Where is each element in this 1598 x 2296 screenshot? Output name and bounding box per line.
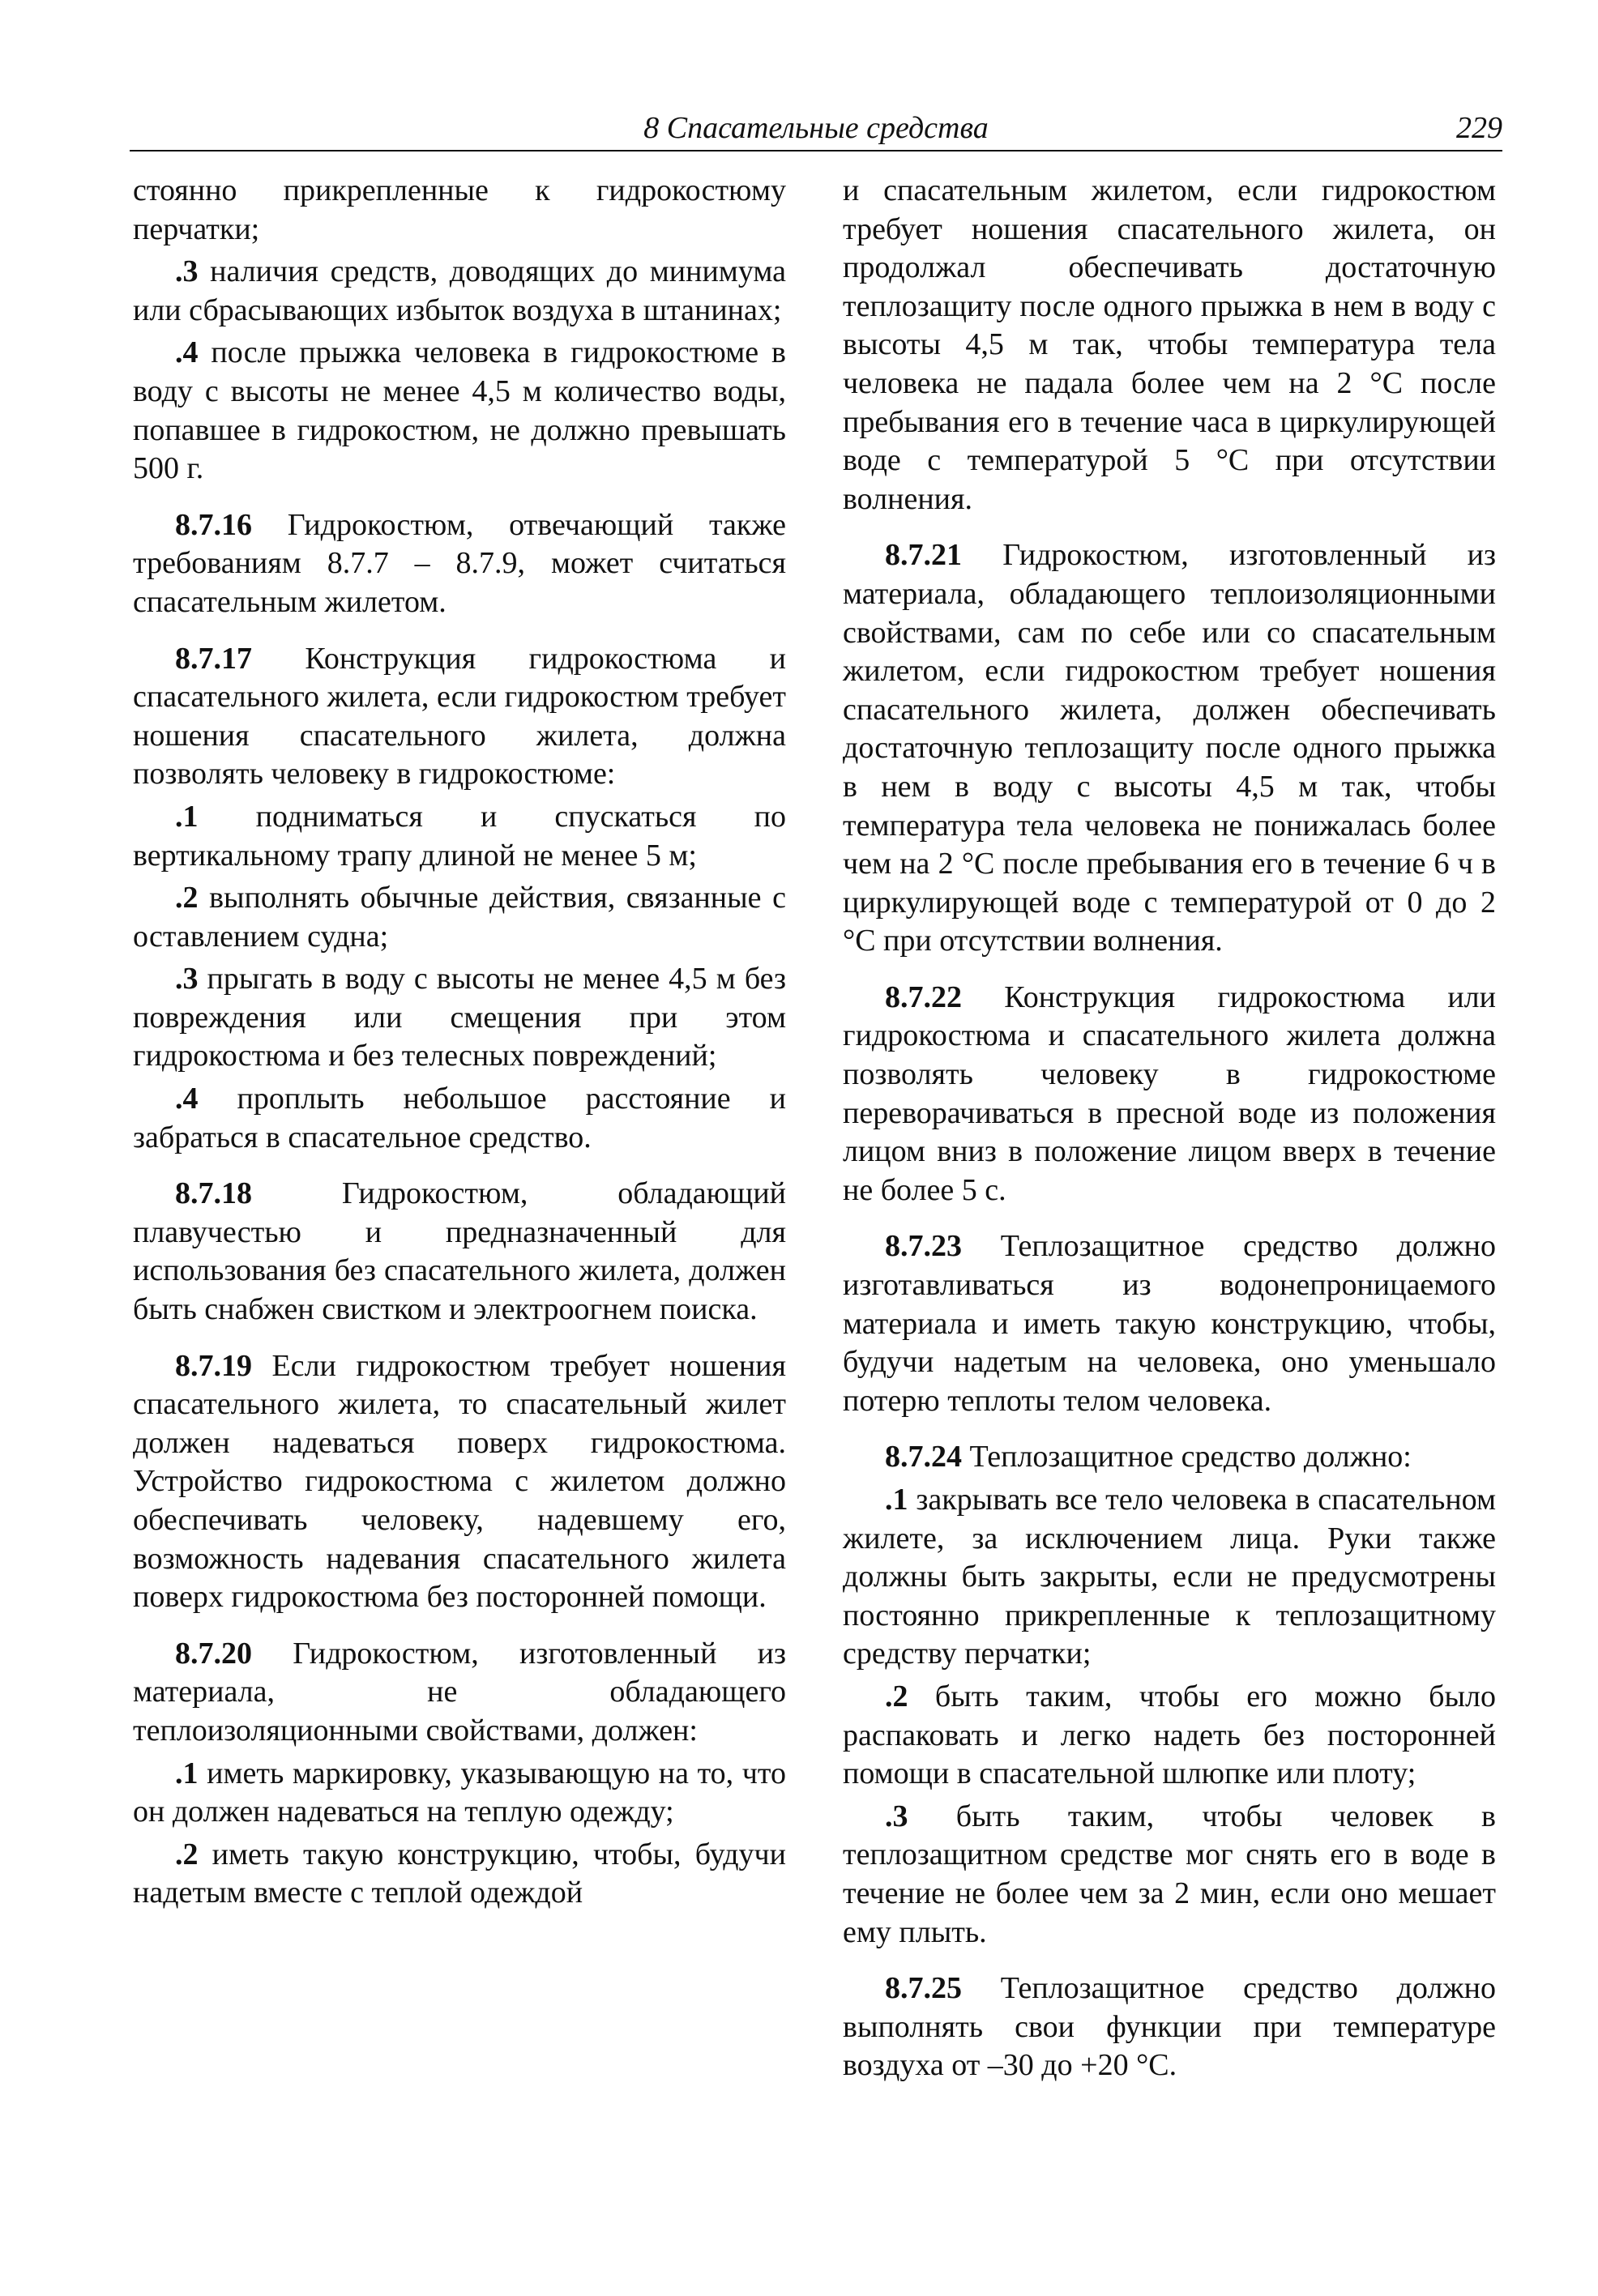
clause-8-7-16: 8.7.16 Гидрокостюм, отвечающий также требованиям 8.7.7 – 8.7.9, может считаться спасательным жилетом. [133, 507, 786, 619]
clause-8-7-20: 8.7.20 Гидрокостюм, изготовленный из материала, не обладающего теплоизоляционными свойствами, должен: [133, 1636, 786, 1748]
list-item: .1 подниматься и спускаться по вертикальному трапу длиной не менее 5 м; [133, 799, 786, 873]
clause-8-7-25: 8.7.25 Теплозащитное средство должно выполнять свои функции при температуре воздуха от –30 до +20 °С. [843, 1971, 1496, 2083]
clause-8-7-17: 8.7.17 Конструкция гидрокостюма и спасательного жилета, если гидрокостюм требует ношения спасательного жилета, должна позволять человеку в гидрокостюме: [133, 641, 786, 792]
list-item: .4 проплыть небольшое расстояние и забраться в спасательное средство. [133, 1082, 786, 1154]
list-item: .3 прыгать в воду с высоты не менее 4,5 м без повреждения или смещения при этом гидрокостюма и без телесных повреждений; [133, 962, 786, 1073]
clause-8-7-23: 8.7.23 Теплозащитное средство должно изготавливаться из водонепроницаемого материала и иметь такую конструкцию, чтобы, будучи надетым на человека, оно уменьшало потерю теплоты телом человека. [843, 1229, 1496, 1418]
running-header [130, 109, 1502, 152]
chapter-title: 8 Спасательные средства [643, 111, 989, 145]
clause-8-7-21: 8.7.21 Гидрокостюм, изготовленный из материала, обладающего теплоизоляционными свойствами, сам по себе или со спасательным жилетом, если гидрокостюм требует ношения спасательного жилета, должен обеспечивать достаточную теплозащиту после одного прыжка в нем в воду с высоты 4,5 м так, чтобы температура тела человека не понижалась более чем на 2 °С после пребывания его в течение 6 ч в циркулирующей воде с температурой от 0 до 2 °С при отсутствии волнения. [843, 538, 1496, 958]
paragraph: стоянно прикрепленные к гидрокостюму перчатки; [133, 173, 786, 246]
paragraph: и спасательным жилетом, если гидрокостюм требует ношения спасательного жилета, он продолжал обеспечивать достаточную теплозащиту после одного прыжка в нем в воду с высоты 4,5 м так, чтобы температура тела человека не падала более чем на 2 °С после пребывания его в течение часа в циркулирующей воде с температурой 5 °С при отсутствии волнения. [843, 173, 1496, 516]
clause-8-7-18: 8.7.18 Гидрокостюм, обладающий плавучестью и предназначенный для использования без спасательного жилета, должен быть снабжен свистком и электроогнем поиска. [133, 1176, 786, 1327]
list-item: .2 иметь такую конструкцию, чтобы, будучи надетым вместе с теплой одеждой [133, 1837, 786, 1910]
list-item: .1 иметь маркировку, указывающую на то, что он должен надеваться на теплую одежду; [133, 1756, 786, 1829]
list-item: .3 наличия средств, доводящих до минимума или сбрасывающих избыток воздуха в штанинах; [133, 254, 786, 327]
list-item: .2 быть таким, чтобы его можно было распаковать и легко надеть без посторонней помощи в спасательной шлюпке или плоту; [843, 1679, 1496, 1791]
list-item: .3 быть таким, чтобы человек в теплозащитном средстве мог снять его в воде в течение не более чем за 2 мин, если оно мешает ему плыть. [843, 1799, 1496, 1949]
list-item: .1 закрывать все тело человека в спасательном жилете, за исключением лица. Руки также должны быть закрыты, если не предусмотрены постоянно прикрепленные к теплозащитному средству перчатки; [843, 1483, 1496, 1671]
page-number: 229 [1456, 111, 1502, 145]
clause-8-7-19: 8.7.19 Если гидрокостюм требует ношения спасательного жилета, то спасательный жилет должен надеваться поверх гидрокостюма. Устройство гидрокостюма с жилетом должно обеспечивать человеку, надевшему его, возможность надевания спасательного жилета поверх гидрокостюма без посторонней помощи. [133, 1348, 786, 1615]
list-item: .2 выполнять обычные действия, связанные с оставлением судна; [133, 881, 786, 954]
right-column [843, 172, 1496, 2085]
clause-8-7-24: 8.7.24 Теплозащитное средство должно: [885, 1440, 1412, 1474]
list-item: .4 после прыжка человека в гидрокостюме в воду с высоты не менее 4,5 м количество воды, попавшее в гидрокостюм, не должно превышать 500 г. [133, 335, 786, 486]
clause-8-7-22: 8.7.22 Конструкция гидрокостюма или гидрокостюма и спасательного жилета должна позволять человеку в гидрокостюме переворачиваться в пресной воде из положения лицом вниз в положение лицом вверх в течение не более 5 с. [843, 979, 1496, 1207]
left-column [133, 172, 786, 1913]
